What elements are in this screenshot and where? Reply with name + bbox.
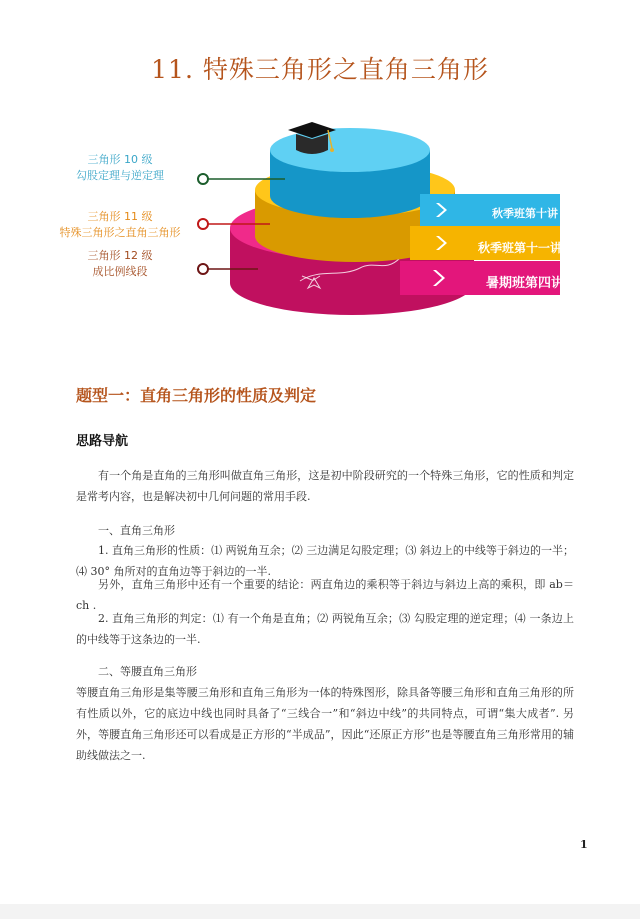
level-topic: 成比例线段 — [92, 265, 148, 278]
footer-bar — [0, 904, 640, 919]
level-name: 三角形 12 级 — [87, 249, 153, 262]
level-name: 三角形 10 级 — [87, 153, 153, 166]
level-name: 三角形 11 级 — [87, 210, 153, 223]
section-heading: 题型一：直角三角形的性质及判定 — [76, 386, 317, 405]
part1-criteria: 2. 直角三角形的判定：⑴ 有一个角是直角；⑵ 两锐角互余；⑶ 勾股定理的逆定理；⑷ 一条边上的中线等于这条边的一半. — [76, 612, 574, 646]
level-label-11 — [45, 209, 195, 241]
part1-conclusion: 另外，直角三角形中还有一个重要的结论：两直角边的乘积等于斜边与斜边上高的乘积，即 ab＝ch . — [76, 578, 574, 612]
level-topic: 特殊三角形之直角三角形 — [59, 226, 181, 239]
course-roadmap-graphic — [40, 108, 600, 330]
course-label-summer-4: 暑期班第四讲 — [485, 276, 564, 291]
page-title: 11. 特殊三角形之直角三角形 — [151, 55, 489, 84]
intro-paragraph: 有一个角是直角的三角形叫做直角三角形，这是初中阶段研究的一个特殊三角形，它的性质和判定是常考内容，也是解决初中几何问题的常用手段. — [76, 469, 574, 503]
level-label-12 — [45, 248, 195, 280]
part2-title: 二、等腰直角三角形 — [98, 665, 197, 678]
part2-paragraph: 等腰直角三角形是集等腰三角形和直角三角形为一体的特殊图形，除具备等腰三角形和直角三角形的所有性质以外，它的底边中线也同时具备了“三线合一”和“斜边中线”的共同特点，可谓“集大成者”. 另外，等腰直角三角形还可以看成是正方形的“半成品”，因此“还原正方形”也是等腰直角三角形常用的辅助线做法之一. — [76, 686, 574, 762]
sub-heading: 思路导航 — [76, 434, 129, 449]
course-label-autumn-10: 秋季班第十讲 — [492, 207, 558, 220]
page-number: 1 — [580, 838, 588, 851]
part1-properties: 1. 直角三角形的性质：⑴ 两锐角互余；⑵ 三边满足勾股定理；⑶ 斜边上的中线等于斜边的一半；⑷ 30° 角所对的直角边等于斜边的一半. — [76, 544, 574, 578]
part1-title: 一、直角三角形 — [98, 524, 175, 537]
level-label-10 — [45, 152, 195, 184]
course-label-autumn-11: 秋季班第十一讲 — [477, 241, 562, 255]
level-topic: 勾股定理与逆定理 — [76, 169, 164, 182]
